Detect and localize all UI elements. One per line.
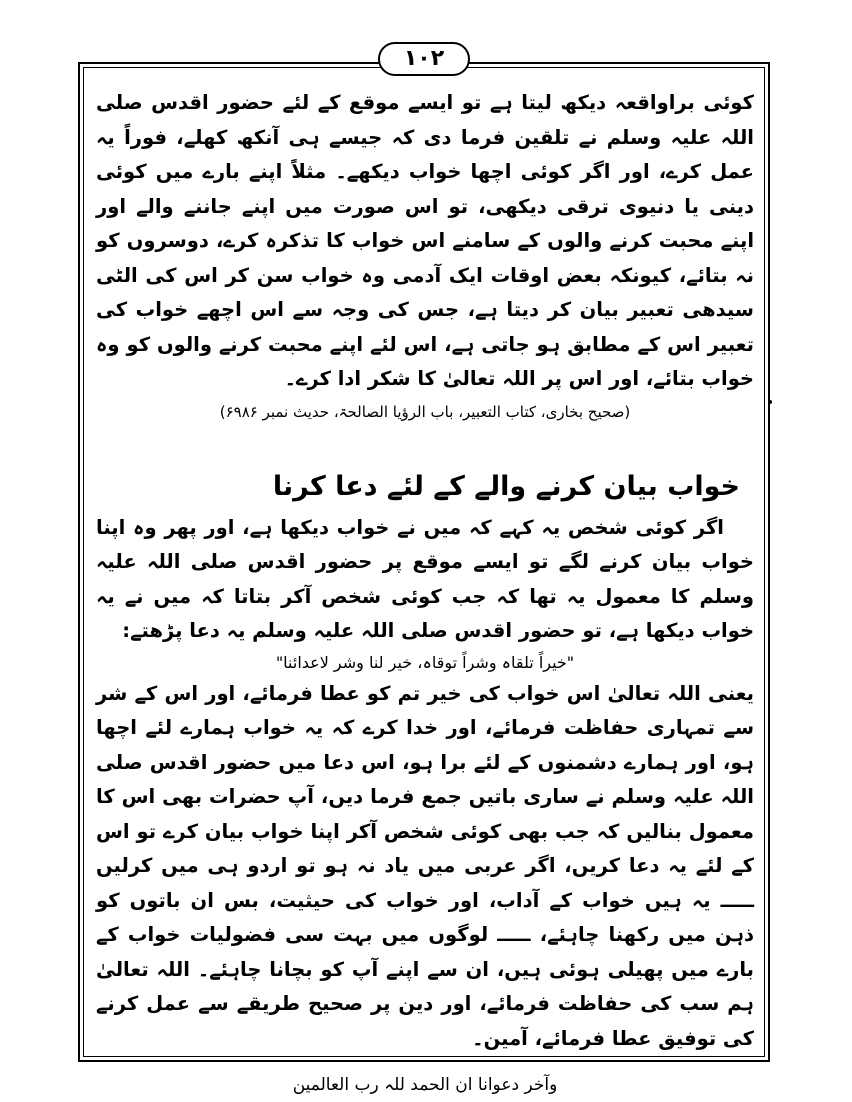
hadith-reference: (صحیح بخاری، کتاب التعبیر، باب الرؤیا الصالحۃ، حدیث نمبر ۶۹۸۶): [219, 402, 631, 421]
page-content: [96, 86, 754, 1100]
section1-paragraph: کوئی براواقعہ دیکھ لیتا ہے تو ایسے موقع کے لئے حضور اقدس صلی اللہ علیہ وسلم نے تلقین فرما دی کہ جیسے ہی آنکھ کھلے، فوراً یہ عمل کرے، اور اگر کوئی اچھا خواب دیکھے۔ مثلاً اپنے بارے میں کوئی دینی یا دنیوی ترقی دیکھی، تو اس صورت میں اپنے جاننے والے اور اپنے محبت کرنے والوں کے سامنے اس خواب کا تذکرہ کرے، دوسروں کو نہ بتائے، کیونکہ بعض اوقات ایک آدمی وہ خواب سن کر اس کی الٹی سیدھی تعبیر بیان کر دیتا ہے، جس کی وجہ سے اس اچھے خواب کی تعبیر اس کے مطابق ہو جاتی ہے، اس لئے اپنے محبت کرنے والوں کو وہ خواب بتائے، اور اس پر اللہ تعالیٰ کا شکر ادا کرے۔: [96, 91, 754, 390]
closing-line: وآخر دعوانا ان الحمد للہ رب العالمین: [292, 1075, 558, 1095]
margin-dot: [768, 400, 772, 404]
page-number: ۱۰۲: [378, 42, 470, 76]
section-heading: خواب بیان کرنے والے کے لئے دعا کرنا: [272, 470, 740, 502]
section2-paragraph1: اگر کوئی شخص یہ کہے کہ میں نے خواب دیکھا ہے، اور پھر وہ اپنا خواب بیان کرنے لگے تو ایسے موقع پر حضور اقدس صلی اللہ علیہ وسلم کا معمول یہ تھا کہ جب کوئی شخص آکر بتاتا کہ میں نے یہ خواب دیکھا ہے، تو حضور اقدس صلی اللہ علیہ وسلم یہ دعا پڑھتے:: [96, 515, 754, 642]
section2-paragraph2: یعنی اللہ تعالیٰ اس خواب کی خیر تم کو عطا فرمائے، اور اس کے شر سے تمہاری حفاظت فرمائے، اور خدا کرے کہ یہ خواب ہمارے لئے اچھا ہو، اور ہمارے دشمنوں کے لئے برا ہو، اس دعا میں حضور اقدس صلی اللہ علیہ وسلم نے ساری باتیں جمع فرما دیں، آپ حضرات بھی اس کا معمول بنالیں کہ جب بھی کوئی شخص آکر اپنا خواب بیان کرے تو اس کے لئے یہ دعا کریں، اگر عربی میں یاد نہ ہو تو اردو ہی میں کرلیں ـــــ یہ ہیں خواب کے آداب، اور خواب کی حیثیت، بس ان باتوں کو ذہن میں رکھنا چاہئے، ـــــ لوگوں میں بہت سی فضولیات خواب کے بارے میں پھیلی ہوئی ہیں، ان سے اپنے آپ کو بچانا چاہئے۔ اللہ تعالیٰ ہم سب کی حفاظت فرمائے، اور دین پر صحیح طریقے سے عمل کرنے کی توفیق عطا فرمائے، آمین۔: [96, 681, 754, 1050]
dua-text: "خیراً تلقاہ وشراً توقاہ، خیر لنا وشر لاعدائنا": [275, 652, 575, 672]
